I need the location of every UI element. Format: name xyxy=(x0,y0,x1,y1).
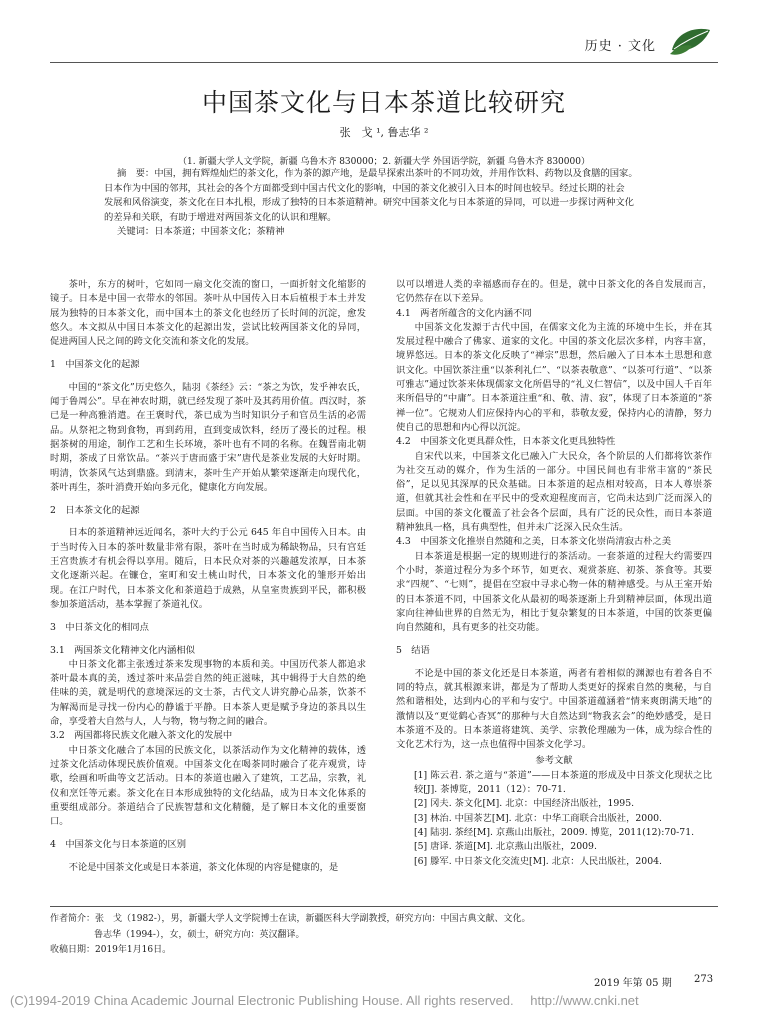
keywords: 关键词：日本茶道；中国茶文化；茶精神 xyxy=(117,226,285,238)
paragraph: 中日茶文化融合了本国的民族文化，以茶活动作为文化精神的载体，透过茶文化活动体现民族价值观。中国茶文化在喝茶同时融合了花卉观赏，诗歌，绘画和听曲等文艺活动。日本的茶道也融入了建筑，工艺品，宗教，礼仪和烹饪等元素。茶文化在日本形成独特的文化结晶，成为日本文化体系的重要组成部分。茶道结合了民族智慧和文化精髓，是了解日本文化的重要窗口。 xyxy=(50,744,366,828)
footnote-received-date: 收稿日期：2019年1月16日。 xyxy=(50,945,172,955)
section-heading: 1 中国茶文化的起源 xyxy=(50,359,140,371)
section-heading: 3 中日茶文化的相同点 xyxy=(50,622,149,634)
abstract-line: 发展和风俗演变，茶文化在日本扎根，形成了独特的日本茶道精神。研究中国茶文化与日本茶道的异同，可以进一步探讨两种文化 xyxy=(104,197,634,209)
reference-item: [6] 滕军. 中日茶文化交流史[M]. 北京：人民出版社，2004. xyxy=(414,855,662,867)
reference-item: [3] 林治. 中国茶艺[M]. 北京：中华工商联合出版社，2000. xyxy=(414,812,662,824)
paragraph: 中国的“茶文化”历史悠久，陆羽《茶经》云：“茶之为饮，发乎神农氏，闻于鲁周公”。早在神农时期，就已经发现了茶叶及其药用价值。西汉时，茶已是一种高雅消遣。在王褒时代，茶已成为当时知识分子和官员生活的必需品。从祭祀之物到食物，再到药用，直到变成饮料，经历了漫长的过程。根据茶树的用途，制作工艺和生长环境，茶叶也有不同的名称。在魏晋南北朝时期，茶成了日常饮品。“茶兴于唐而盛于宋”唐代是茶业发展的大好时期。明清，饮茶风气达到鼎盛。到清末，茶叶生产开始从繁荣逐渐走向现代化，茶叶再生，茶叶消费开始向多元化，健康化方向发展。 xyxy=(50,381,366,493)
paragraph: 以可以增进人类的幸福感而存在的。但是，就中日茶文化的各自发展而言，它仍然存在以下差异。 xyxy=(396,279,712,305)
paper-title: 中国茶文化与日本茶道比较研究 xyxy=(201,88,566,117)
subsection-heading: 4.1 两者所蕴含的文化内涵不同 xyxy=(396,307,532,319)
footnote-author-1: 作者简介：张 戈（1982-），男，新疆大学人文学院博士在读，新疆医科大学副教授，研究方向：中国古典文献、文化。 xyxy=(50,914,531,924)
publisher-watermark: (C)1994-2019 China Academic Journal Electronic Publishing House. All rights reserved. http://www.cnki.net xyxy=(10,993,639,1008)
section-label: 历史 · 文化 xyxy=(584,39,656,54)
section-heading: 5 结语 xyxy=(396,645,430,657)
paragraph: 日本茶道是根据一定的规则进行的茶活动。一套茶道的过程大约需要四个小时，茶道过程分为多个环节，如更衣、观赏茶庭、初茶、茶食等。其要求“四规”、“七则”，提倡在空寂中寻求心物一体的精神感受。与从王室开始的日本茶道不同，中国茶文化从最初的喝茶逐渐上升到精神层面，体现出道家向往神仙世界的自然无为，相比于复杂繁复的日本茶道，中国的饮茶更偏向自然随和，具有更多的社交功能。 xyxy=(396,550,712,634)
abstract-line: 日本作为中国的邻邦，其社会的各个方面都受到中国古代文化的影响，中国的茶文化被引入日本的时间也较早。经过长期的社会 xyxy=(104,182,625,194)
paragraph: 不论是中国的茶文化还是日本茶道，两者有着相似的渊源也有着各自不同的特点，就其根源来讲，都是为了帮助人类更好的探索自然的奥秘，与自然和谐相处，达到内心的平和与安宁。中国茶道蕴涵着“情来爽朗满天地”的激情以及“更觉鹤心杳冥”的那种与大自然达到“物我玄会”的绝妙感受，是日本茶道不及的。日本茶道将建筑、美学、宗教伦理融为一体，成为综合性的文化艺术行为，这一点也值得中国茶文化学习。 xyxy=(396,667,712,751)
footnote-author-2: 鲁志华（1994-），女，硕士，研究方向：英汉翻译。 xyxy=(94,929,305,940)
paragraph: 中日茶文化都主张透过茶来发现事物的本质和美。中国历代茶人都追求茶叶最本真的美，透过茶叶来品尝自然的纯正滋味，其中辑得于大自然的绝佳味的美，就是明代的意境深远的文士茶，古代文人讲究静心品茶，饮茶不为解渴而是寻找一份内心的静谧于平静。日本茶人更是赋予身边的茶具以生命，享受着大自然与人，人与物，物与物之间的融合。 xyxy=(50,658,366,728)
footnote-rule xyxy=(50,906,718,907)
section-heading: 2 日本茶文化的起源 xyxy=(50,505,140,517)
subsection-heading: 3.2 两国都将民族文化融入茶文化的发展中 xyxy=(50,730,233,742)
issue-label: 2019 年第 05 期 xyxy=(594,978,672,989)
references-heading: 参考文献 xyxy=(535,754,573,766)
author-footnote xyxy=(50,912,718,959)
abstract-line: 的差异和关联，有助于增进对两国茶文化的认识和理解。 xyxy=(104,211,337,223)
reference-item: [2] 冈夫. 茶文化[M]. 北京：中国经济出版社，1995. xyxy=(414,798,635,810)
reference-item: [1] 陈云君. 茶之道与“茶道”——日本茶道的形成及中日茶文化现状之比较[J]. 茶博览，2011（12）：70-71. xyxy=(414,769,712,796)
affiliation: （1. 新疆大学人文学院，新疆 乌鲁木齐 830000；2. 新疆大学 外国语学院，新疆 乌鲁木齐 830000） xyxy=(178,157,590,167)
subsection-heading: 3.1 两国茶文化精神文化内涵相似 xyxy=(50,644,195,656)
running-header xyxy=(50,22,718,63)
page-number: 273 xyxy=(694,974,714,985)
subsection-heading: 4.2 中国茶文化更具群众性，日本茶文化更具独特性 xyxy=(396,436,616,448)
abstract xyxy=(104,167,666,240)
authors: 张 戈 ¹, 鲁志华 ² xyxy=(339,126,429,139)
reference-item: [4] 陆羽. 茶经[M]. 京燕山出版社，2009. 博览，2011(12):70-71. xyxy=(414,826,695,838)
paragraph: 中国茶文化发源于古代中国，在儒家文化为主流的环境中生长，并在其发展过程中融合了佛家、道家的文化。中国的茶文化层次多样，内容丰富，境界悠远。日本的茶文化反映了“禅宗”思想，然后融入了日本本土思想和意识文化。中国饮茶注重“以茶利礼仁”、“以茶表敬意”、“以茶可行道”、“以茶可雅志”通过饮茶来体现儒家文化所倡导的“礼义仁智信”，以及中国人千百年来所倡导的“中庸”。日本茶道注重“和、敬、清、寂”，体现了日本茶道的“茶禅一位”。它规劝人们应保持内心的平和，恭敬友爱，保持内心的清静，努力使自己的思想和内心得以沉淀。 xyxy=(396,321,712,433)
paragraph: 自宋代以来，中国茶文化已融入广大民众，各个阶层的人们都将饮茶作为社交互动的媒介，作为生活的一部分。中国民间也有非常丰富的“茶民俗”，足以见其深厚的民众基础。日本茶道的起点相对较高，日本人尊崇茶道，但就其社会性和在平民中的受欢迎程度而言，它尚未达到广泛而深入的层面。中国的茶文化覆盖了社会各个层面，具有广泛的民众性，而日本茶道精神独具一格，具有典型性，但并未广泛深入民众生活。 xyxy=(396,450,712,534)
section-heading: 4 中国茶文化与日本茶道的区别 xyxy=(50,839,187,851)
tea-leaf-icon xyxy=(666,24,714,58)
paragraph: 茶叶，东方的树叶，它如同一扇文化交流的窗口，一面折射文化缩影的镜子。日本是中国一衣带水的邻国。茶叶从中国传入日本后植根于本土并发展为独特的日本茶文化，而中国本土的茶文化也经历了长时间的沉淀，愈发悠久。本文拟从中国日本茶文化的起源出发，尝试比较两国茶文化的异同，促进两国人民之间的跨文化交流和茶文化的发展。 xyxy=(50,279,366,348)
right-column xyxy=(396,278,712,869)
reference-item: [5] 唐译. 茶道[M]. 北京燕山出版社，2009. xyxy=(414,841,597,853)
left-column xyxy=(50,278,366,875)
abstract-line: 摘 要：中国，拥有辉煌灿烂的茶文化，作为茶的源产地，是最早探索出茶叶的不同功效，并用作饮料、药物以及食膳的国家。 xyxy=(117,168,638,179)
paragraph: 日本的茶道精神远近闻名，茶叶大约于公元 645 年自中国传入日本。由于当时传入日本的茶叶数量非常有限，茶叶在当时成为稀缺物品，只有宫廷王宫贵族才有机会得以享用。随后，日本民众对茶的兴趣越发浓厚，日本茶文化逐渐兴起。在镰仓，室町和安土桃山时代，日本茶文化的雏形开始出现。在江户时代，日本茶文化和茶道趋于成熟，从皇室贵族到平民，都积极参加茶道活动，基本掌握了茶道礼仪。 xyxy=(50,527,366,610)
paragraph: 不论是中国茶文化或是日本茶道，茶文化体现的内容是健康的，是 xyxy=(68,861,339,873)
subsection-heading: 4.3 中国茶文化推崇自然随和之美，日本茶文化崇尚清寂古朴之美 xyxy=(396,536,672,548)
